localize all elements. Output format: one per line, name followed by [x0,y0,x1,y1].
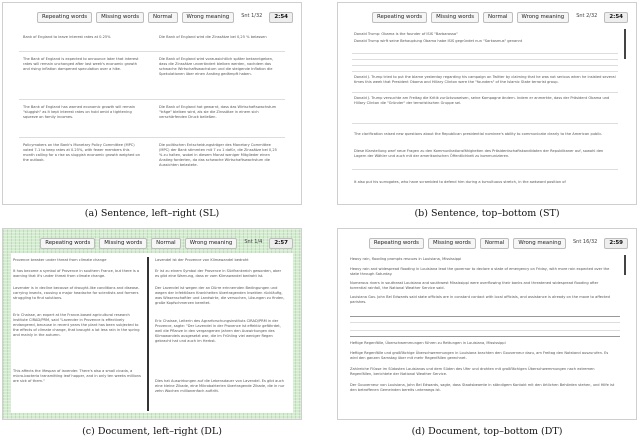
rating-toolbar [372,12,628,23]
panel-sentence-left-right [2,2,302,205]
rating-toolbar [369,238,628,249]
panel-document-left-right [2,228,302,420]
missing-words-button[interactable]: Missing words [431,12,479,23]
divider [352,92,618,93]
source-sentence-4: Policymakers on the Bank's Monetary Policy Committee (MPC) voted 7-1 to keep rates at 0.25%, with fewer members this month calling for a rise as sluggish economic growth weighed on the outlook. [23,143,140,162]
target-paragraph-1: Lavendel ist der Provence von Klimawandel bedroht [155,258,249,262]
caption-d: (d) Document, top–bottom (DT) [411,426,563,437]
divider [352,65,618,66]
document-area [346,29,628,196]
rating-toolbar [37,12,293,23]
document-area [346,253,628,413]
divider [350,336,620,337]
divider [19,51,285,52]
missing-words-button[interactable]: Missing words [428,238,476,249]
caption-b: (b) Sentence, top–bottom (ST) [414,208,560,219]
source-paragraph: Numerous rivers in southeast Louisiana and southwest Mississippi were overflowing their banks and threatened widespread flooding after torrential rainfall, the National Weather Service said. [350,281,599,290]
repeating-words-button[interactable]: Repeating words [40,238,95,249]
scrollbar[interactable] [624,255,626,275]
wrong-meaning-button[interactable]: Wrong meaning [182,12,235,23]
missing-words-button[interactable]: Missing words [99,238,147,249]
timer: 2:59 [604,238,628,249]
timer: 2:54 [269,12,293,23]
normal-button[interactable]: Normal [151,238,181,249]
target-sentence-3: Die Bank of England hat gewarnt, dass das Wirtschaftswachstum "träge" bleiben wird, als sie die Zinssätze in einem sich verschärfenden Druck beließen. [159,105,277,119]
source-paragraph-3: Lavender is in decline because of drought-like conditions and disease-carrying insects, causing a major headache for scientists and farmers struggling to find solutions. [13,286,140,300]
source-paragraph-4: Eric Chaisse, an expert at the France-based agricultural research institute CIRAD/PRM, said "Lavender in Provence is effectively endangered, because in recent years the plant has been subjected to the effects of climate change, that brought a lot less rain in the spring and mainly in the autumn. [13,313,140,337]
source-paragraph: Louisiana Gov. John Bel Edwards said state officials are in constant contact with local officials, and assistance is already on the move to affected parishes. [350,295,610,304]
repeating-words-button[interactable]: Repeating words [369,238,424,249]
wrong-meaning-button[interactable]: Wrong meaning [513,238,566,249]
target-paragraph-4: Eric Chaisse, Leiterin des Agrarforschungsinstituts CIRAD/PRM in der Provence, sagte: "Der Lavendel in der Provence ist effektiv gefährdet, weil die Pflanze in den vergangenen Jahren den Auswirkungen des Klimawandels ausgesetzt war, die im Frühling viel weniger Regen gebracht hat und auch im Herbst. [155,319,281,343]
source-sentence-2: The Bank of England is expected to announce later that interest rates will remain unchanged after last week's economic growth and rising inflation dampened speculation over a hike. [23,57,139,71]
timer: 2:54 [604,12,628,23]
rating-toolbar [40,238,293,249]
normal-button[interactable]: Normal [148,12,178,23]
divider [350,316,620,317]
divider [352,71,618,72]
divider [350,330,620,331]
divider [352,53,618,54]
source-sentence: Donald J. Trump tried to put the blame yesterday regarding his campaign on Twitter by claiming that he was not serious when he insisted several times this week that President Obama and Hillary Clinton were the "founders" of the Islamic State terrorist group. [354,75,616,84]
column-divider [147,257,149,411]
source-paragraph-5: This affects the lifespan of lavender. There's also a small cicada, a micro-bacteria transmitting leaf hopper, and in only ten weeks millions are sick of them." [13,369,141,383]
target-paragraph-3: Der Lavendel ist wegen der an Dürre erinnernden Bedingungen und wegen der infektiösen Krankheiten übertragenden Insekten rückläufig, was Wissenschaftler und Landwirte, die versuchen, Lösungen zu finden, große Kopfschmerzen bereitet. [155,286,285,305]
divider [19,137,285,138]
target-paragraph-5: Dies hat Auswirkungen auf die Lebensdauer von Lavendel. Es gibt auch eine kleine Zikade, eine Mikrobakterien übertragende Zikade, die in nur zehn Wochen millionenfach auftritt. [155,379,285,393]
target-paragraph: Zahlreiche Flüsse im Südosten Louisianas und dem Süden des Ufer und drohten mit großflächigen Überschwemmungen nach extremen Regenfällen, berichtete der National Weather Service. [350,367,595,376]
sentence-counter: Snt 2/32 [576,13,598,19]
source-paragraph: Heavy rain and widespread flooding in Louisiana lead the governor to declare a state of emergency on Friday, with more rain expected over the state through Saturday. [350,267,610,276]
target-paragraph-2: Er ist zu einem Symbol der Provence in Südfrankreich geworden, aber es gibt eine Warnung, dass er vom Klimawandel bedroht ist. [155,269,282,278]
sentence-counter: Snt 1/4 [244,239,263,245]
source-paragraph-2: It has become a symbol of Provence in southern France, but there is a warning that it's under threat from climate change. [13,269,140,278]
target-paragraph: Heftige Regenfälle, Überschwemmungen führen zu Rettungen in Louisiana, Mississippi [350,341,506,345]
document-area [11,253,293,413]
panel-document-top-bottom [337,228,637,420]
divider [352,59,618,60]
source-sentence: It also put his surrogates, who have scrambled to defend him during a tumultuous stretch, in the awkward position of [354,180,566,184]
target-paragraph: Heftige Regenfälle und großflächige Überschwemmungen in Louisiana brachten den Gouverneur dazu, am Freitag den Notstand auszurufen. Es wird den ganzen Samstag über mit mehr Regenfällen gerechnet. [350,351,609,360]
caption-a: (a) Sentence, left–right (SL) [84,208,220,219]
divider [19,99,285,100]
divider [350,322,620,323]
target-sentence: Donald Trump wirft seine Behauptung Obama habe ISIS gegründet nun "Sarkasmus" genannt [354,39,523,43]
caption-c: (c) Document, left–right (DL) [82,426,222,437]
source-sentence-3: The Bank of England has warned economic growth will remain "sluggish" as it kept interest rates on hold amid a tightening squeeze on family incomes. [23,105,136,119]
source-paragraph: Heavy rain, flooding prompts rescues in Louisiana, Mississippi [350,257,462,261]
normal-button[interactable]: Normal [480,238,510,249]
target-paragraph: Der Gouverneur von Louisiana, John Bel Edwards, sagte, dass Staatsbeamte in ständigem Kontakt mit den örtlichen Behörden stehen, und Hilfe ist den betroffenen Gemeinden bereits unterwegs ist. [350,383,615,392]
scrollbar[interactable] [624,29,626,59]
target-sentence: Diese Klarstellung warf neue Fragen zu den Kommunikationsfähigkeiten des Präsidentschaftskandidaten der Republikaner auf, sowohl den Lagern der Wähler und auch mit der amerikanischen Öffentlichkeit zu kommunizieren. [354,149,604,158]
repeating-words-button[interactable]: Repeating words [37,12,92,23]
repeating-words-button[interactable]: Repeating words [372,12,427,23]
divider [352,123,618,124]
sentence-counter: Snt 16/32 [573,239,598,245]
panel-sentence-top-bottom [337,2,637,205]
source-sentence: The clarification raised new questions about the Republican presidential nominee's ability to communicate clearly to the American public. [354,132,603,136]
sentence-counter: Snt 1/32 [241,13,263,19]
target-sentence-1: Die Bank of England wird die Zinssätze bei 0,25 % belassen [159,35,267,39]
target-sentence: Donald J. Trump versuchte am Freitag die Kritik zurückzuweisen, seine Kampagne ändern. Indem er anmerkte, dass der Präsident Obama und Hillary Clinton die "Gründer" der terroristischen Gruppe sei. [354,96,610,105]
document-area [11,29,293,196]
target-sentence-4: Die politischen Entscheidungsträger des Monetary Committee (MPC) der Bank stimmten mit 7 zu 1 dafür, die Zinssätze bei 0,25 % zu halten, wobei in diesem Monat weniger Mitglieder einen Anstieg forderten, da das schwache Wirtschaftswachstum die Aussichten belastete. [159,143,277,167]
missing-words-button[interactable]: Missing words [96,12,144,23]
normal-button[interactable]: Normal [483,12,513,23]
source-sentence: Donald Trump: Obama is the founder of ISIS "Barbarossa" [354,32,458,36]
target-sentence-2: Die Bank of England wird voraussichtlich später bekanntgeben, dass die Zinssätze unverändert bleiben werden, nachdem das schwache Wirtschaftswachstum und die steigende Inflation die Spekulationen über einen Anstieg gedämpft haben. [159,57,274,76]
source-paragraph-1: Provence breaker under threat from climate change [13,258,107,262]
divider [352,169,618,170]
source-sentence-1: Bank of England to leave interest rates at 0.25% [23,35,111,39]
wrong-meaning-button[interactable]: Wrong meaning [185,238,238,249]
wrong-meaning-button[interactable]: Wrong meaning [517,12,570,23]
timer: 2:57 [269,238,293,249]
